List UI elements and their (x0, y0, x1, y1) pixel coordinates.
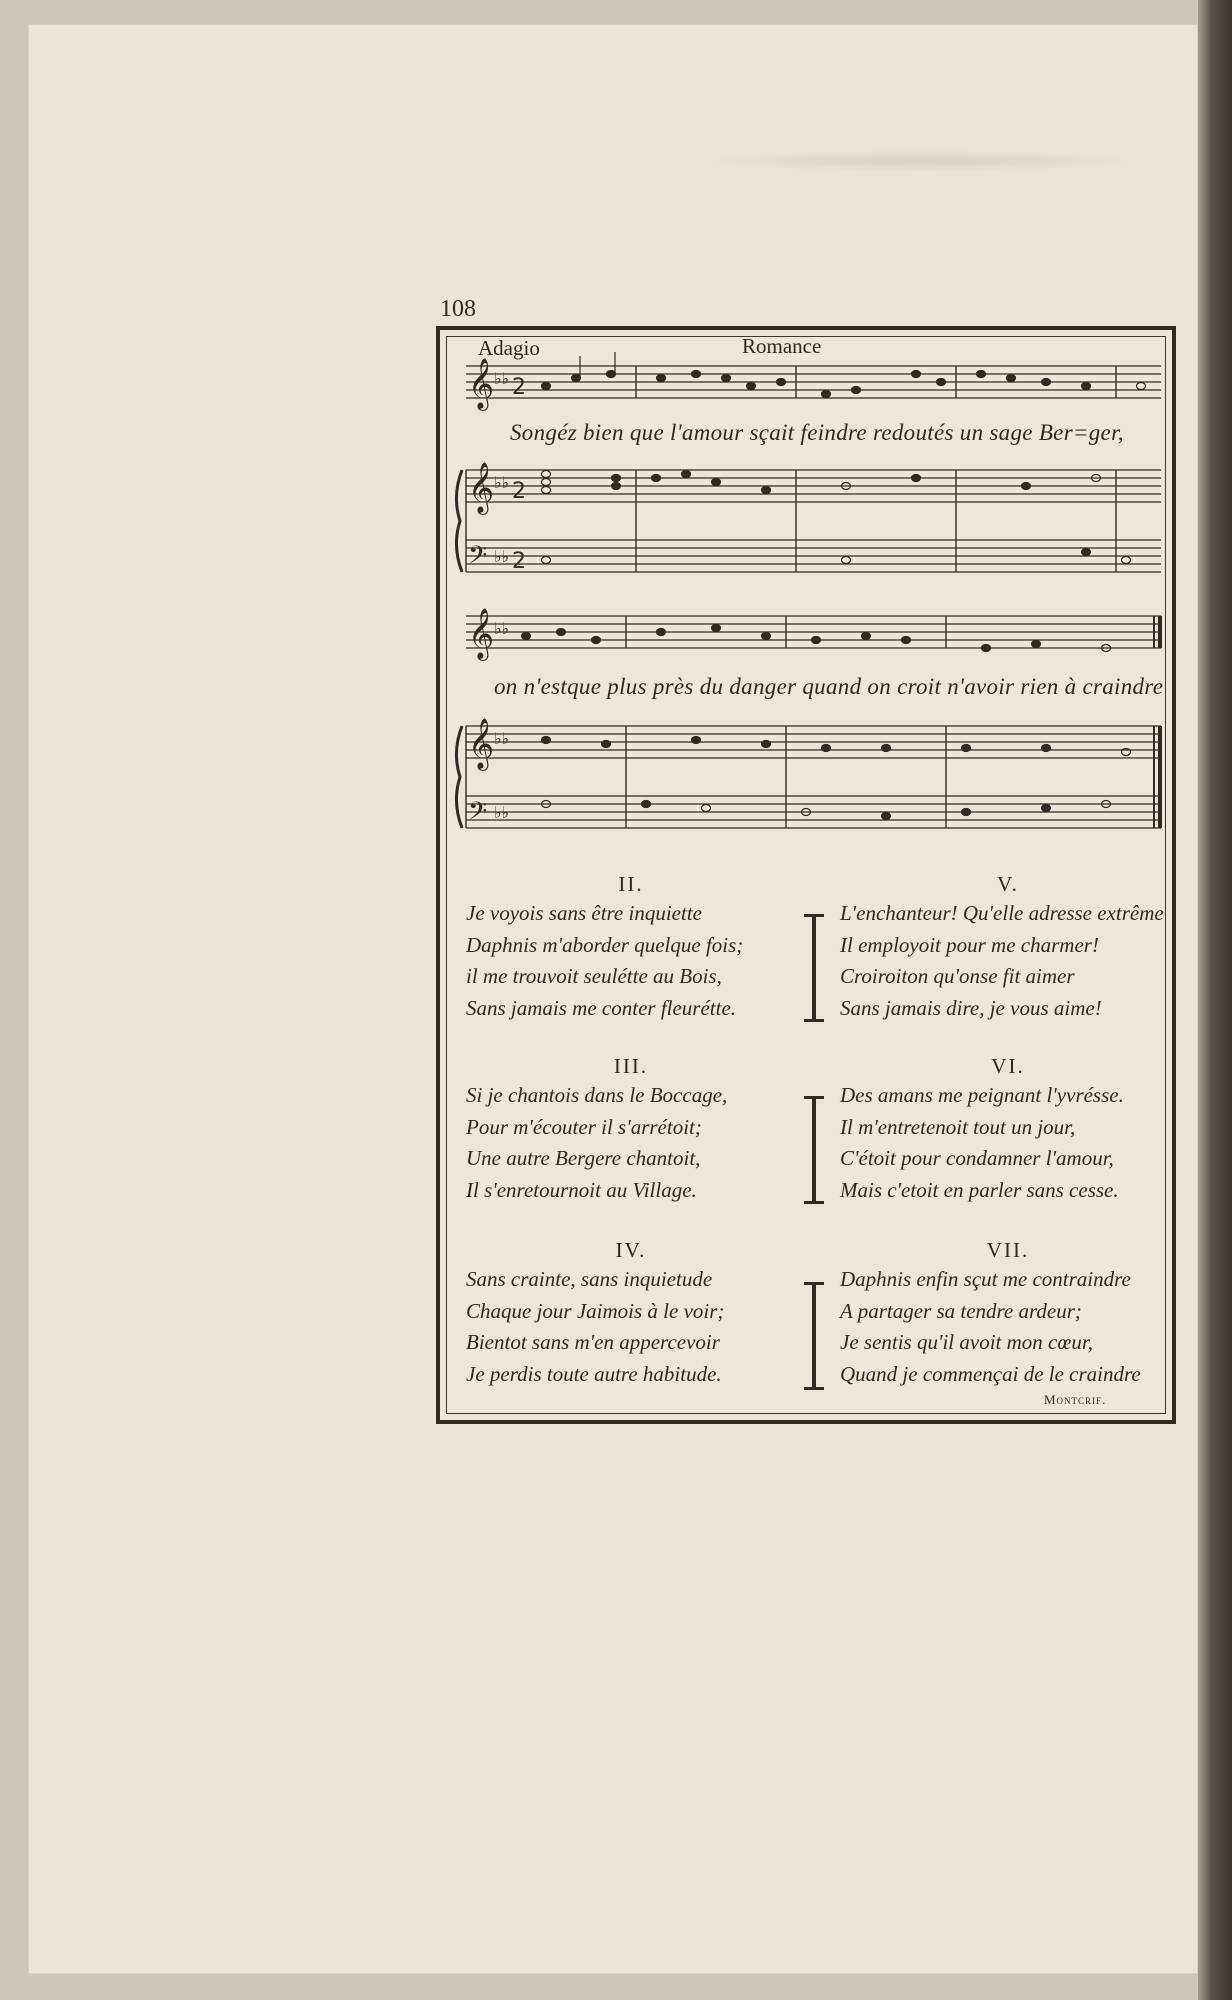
treble-clef-icon: 𝄞 (468, 358, 495, 409)
lyrics-line-1: Songéz bien que l'amour sçait feindre redoutés un sage Ber=ger, (510, 420, 1124, 445)
verse-line: Il employoit pour me charmer! (840, 932, 1099, 957)
flat-icon: ♭♭ (494, 369, 510, 388)
tempo-marking: Adagio (478, 336, 540, 360)
verse-line: Je sentis qu'il avoit mon cœur, (840, 1330, 1093, 1354)
voice-staff-1 (466, 366, 1161, 398)
treble-clef-icon: 𝄞 (468, 608, 495, 659)
verse-4 (466, 1236, 796, 1390)
verse-3 (466, 1052, 796, 1206)
time-signature-icon: 2 (512, 549, 526, 574)
verse-line: Des amans me peignant l'yvrésse. (840, 1083, 1124, 1107)
verse-number: VII. (986, 1238, 1030, 1262)
treble-clef-icon: 𝄞 (468, 718, 495, 769)
verse-line: Sans jamais me conter fleurétte. (466, 995, 737, 1020)
verse-line: Sans jamais dire, je vous aime! (840, 995, 1102, 1020)
verse-line: il me trouvoit seulétte au Bois, (466, 964, 722, 988)
verse-number: V. (997, 872, 1019, 896)
verse-2 (466, 870, 796, 1024)
verse-number: IV. (615, 1238, 647, 1262)
verse-line: Quand je commençai de le craindre (840, 1361, 1141, 1386)
verse-line: Si je chantois dans le Boccage, (466, 1083, 728, 1107)
verse-divider (812, 914, 816, 1022)
verse-line: Daphnis enfin sçut me contraindre (840, 1267, 1131, 1291)
bass-clef-icon: 𝄢 (468, 797, 488, 832)
verse-number: II. (618, 872, 644, 896)
verse-line: C'étoit pour condamner l'amour, (840, 1146, 1114, 1170)
treble-clef-icon: 𝄞 (468, 462, 495, 513)
verse-6 (840, 1052, 1176, 1206)
piano-bass-staff-2 (466, 796, 1161, 828)
verse-line: Mais c'etoit en parler sans cesse. (840, 1177, 1119, 1202)
verse-line: Bientot sans m'en appercevoir (466, 1330, 720, 1354)
verse-number: VI. (991, 1054, 1025, 1078)
time-signature-icon: 2 (512, 375, 526, 400)
verse-line: Je voyois sans être inquiette (466, 901, 702, 925)
verse-line: L'enchanteur! Qu'elle adresse extrême (840, 901, 1164, 925)
bass-clef-icon: 𝄢 (468, 541, 488, 576)
verse-line: Daphnis m'aborder quelque fois; (466, 932, 744, 957)
flat-icon: ♭♭ (494, 473, 510, 492)
verse-divider (812, 1096, 816, 1204)
verse-line: Croiroiton qu'onse fit aimer (840, 964, 1075, 988)
page-number: 108 (440, 296, 476, 322)
verse-7 (840, 1236, 1176, 1390)
author-signature: Montcrif. (1044, 1392, 1107, 1407)
verse-line: Il m'entretenoit tout un jour, (840, 1114, 1076, 1139)
verse-line: Il s'enretournoit au Village. (466, 1177, 697, 1202)
verse-line: Pour m'écouter il s'arrétoit; (466, 1114, 702, 1139)
verse-divider (812, 1282, 816, 1390)
piano-bass-staff-1 (466, 540, 1161, 572)
piano-treble-staff-2 (466, 726, 1161, 758)
verse-line: Sans crainte, sans inquietude (466, 1267, 713, 1291)
song-title: Romance (742, 334, 822, 358)
barlines-1 (466, 366, 1116, 572)
flat-icon: ♭♭ (494, 547, 510, 566)
verse-line: Chaque jour Jaimois à le voir; (466, 1298, 725, 1323)
verse-5 (840, 870, 1176, 1024)
brace-2 (456, 726, 462, 828)
verse-line: Une autre Bergere chantoit, (466, 1146, 701, 1170)
flat-icon: ♭♭ (494, 729, 510, 748)
verse-number: III. (613, 1054, 649, 1078)
page-fold-shadow (1198, 0, 1232, 2000)
piano-treble-staff-1 (466, 470, 1161, 502)
verse-line: Je perdis toute autre habitude. (466, 1361, 722, 1386)
flat-icon: ♭♭ (494, 619, 510, 638)
time-signature-icon: 2 (512, 479, 526, 504)
verse-line: A partager sa tendre ardeur; (840, 1298, 1082, 1323)
lyrics-line-2: on n'estque plus près du danger quand on croit n'avoir rien à craindre (494, 674, 1164, 699)
flat-icon: ♭♭ (494, 803, 510, 822)
brace-1 (456, 470, 462, 572)
bleed-through-smudge (706, 150, 1136, 172)
